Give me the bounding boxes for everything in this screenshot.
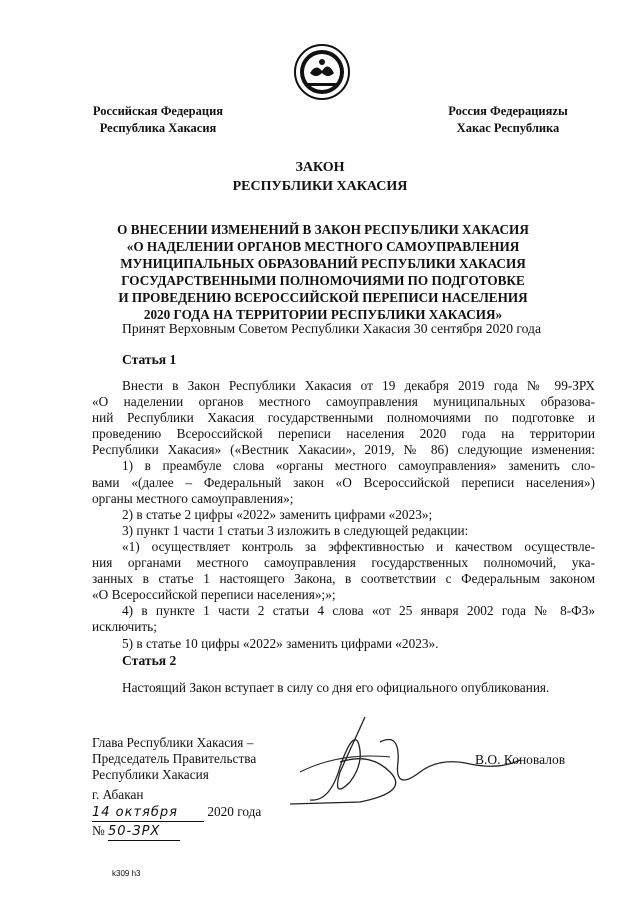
- text-line: «О Всероссийской переписи населения»;»;: [92, 587, 336, 603]
- article-1-heading: Статья 1: [122, 352, 177, 367]
- text-line: «1) осуществляет контроль за эффективностью и качеством осуществле-: [122, 538, 595, 554]
- document-type: ЗАКОН: [295, 160, 345, 175]
- text-line: 2) в статье 2 цифры «2022» заменить цифрами «2023»;: [122, 506, 433, 522]
- number-line: [92, 822, 261, 841]
- header-right-line1: Россия Федерацияzы: [448, 104, 568, 118]
- text-line: вами «(далее – Федеральный закон «О Всероссийской переписи населения»): [92, 474, 595, 490]
- article-2-heading: Статья 2: [122, 653, 177, 668]
- signatory-position: [92, 735, 256, 783]
- year-text: 2020 года: [207, 804, 262, 819]
- handwritten-date: 14 октября: [92, 804, 204, 822]
- law-subject: [92, 221, 554, 323]
- text-line: органы местного самоуправления»;: [92, 490, 294, 506]
- handwritten-number: 50-ЗРХ: [108, 823, 180, 841]
- header-left-line1: Российская Федерация: [92, 104, 224, 118]
- city: г. Абакан: [92, 787, 144, 802]
- position-line: Глава Республики Хакасия –: [92, 735, 254, 750]
- number-prefix: №: [92, 823, 105, 838]
- text-line: Настоящий Закон вступает в силу со дня его официального опубликования.: [122, 680, 550, 695]
- footer-code: k309 h3: [112, 869, 141, 878]
- subject-line: 2020 ГОДА НА ТЕРРИТОРИИ РЕСПУБЛИКИ ХАКАСИЯ»: [143, 307, 503, 322]
- text-line: «О наделении органов местного самоуправления муниципальных образова-: [92, 394, 595, 410]
- coat-of-arms-emblem: [293, 43, 351, 101]
- article-2-body: [92, 680, 595, 696]
- position-line: Республики Хакасия: [92, 767, 209, 782]
- header-right-line2: Хакас Республика: [456, 121, 560, 135]
- text-line: Республики Хакасия» («Вестник Хакасии», 2019, № 86) следующие изменения:: [92, 442, 595, 458]
- subject-line: МУНИЦИПАЛЬНЫХ ОБРАЗОВАНИЙ РЕСПУБЛИКИ ХАКАСИЯ: [120, 256, 526, 271]
- subject-line: ГОСУДАРСТВЕННЫМИ ПОЛНОМОЧИЯМИ ПО ПОДГОТОВКЕ: [121, 273, 525, 288]
- text-line: ния органами местного самоуправления государственных полномочий, ука-: [92, 555, 595, 571]
- text-line: занных в статье 1 настоящего Закона, в соответствии с Федеральным законом: [92, 571, 595, 587]
- text-line: 5) в статье 10 цифры «2022» заменить цифрами «2023».: [122, 635, 439, 651]
- text-line: 4) в пункте 1 части 2 статьи 4 слова «от 25 января 2002 года № 8-ФЗ»: [122, 603, 595, 619]
- date-line: [92, 803, 261, 822]
- document-issuer: РЕСПУБЛИКИ ХАКАСИЯ: [232, 179, 408, 194]
- header-left-line2: Республика Хакасия: [99, 121, 217, 135]
- header-right: [438, 103, 578, 137]
- subject-line: «О НАДЕЛЕНИИ ОРГАНОВ МЕСТНОГО САМОУПРАВЛЕНИЯ: [126, 239, 520, 254]
- subject-line: О ВНЕСЕНИИ ИЗМЕНЕНИЙ В ЗАКОН РЕСПУБЛИКИ ХАКАСИЯ: [117, 222, 529, 237]
- adoption-note: Принят Верховным Советом Республики Хакасия 30 сентября 2020 года: [122, 321, 541, 336]
- text-line: 3) пункт 1 части 1 статьи 3 изложить в следующей редакции:: [122, 522, 469, 538]
- header-left: [88, 103, 228, 137]
- signatory-name: В.О. Коновалов: [475, 752, 566, 767]
- text-line: ний Республики Хакасия государственными полномочиями по подготовке и: [92, 410, 595, 426]
- subject-line: И ПРОВЕДЕНИЮ ВСЕРОССИЙСКОЙ ПЕРЕПИСИ НАСЕЛЕНИЯ: [118, 290, 528, 305]
- text-line: проведению Всероссийской переписи населения 2020 года на территории: [92, 426, 595, 442]
- text-line: 1) в преамбуле слова «органы местного самоуправления» заменить сло-: [122, 458, 595, 474]
- text-line: исключить;: [92, 619, 157, 635]
- text-line: Внести в Закон Республики Хакасия от 19 декабря 2019 года № 99-ЗРХ: [122, 378, 595, 393]
- place-date-block: [92, 786, 261, 841]
- position-line: Председатель Правительства: [92, 751, 257, 766]
- article-1-body: [92, 378, 595, 652]
